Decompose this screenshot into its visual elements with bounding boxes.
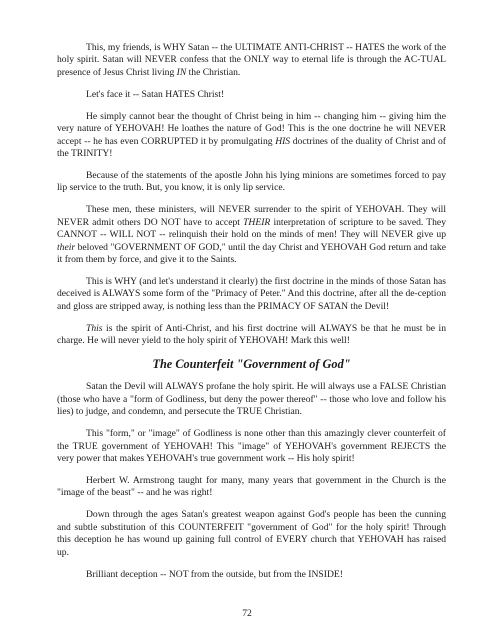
text-run: is the spirit of Anti-Christ, and his first doctrine will ALWAYS be that he must be in charge. He will never yield to the holy spirit of YEHOVAH! Mark this well! xyxy=(57,322,446,347)
text-run: This is WHY (and let's understand it clearly) the first doctrine in the minds of those Satan has deceived is ALWAYS some form of the "Primacy of Peter." And this doctrine, after all the de-ception and gloss are stripped away, is nothing less than the PRIMACY OF SATAN the Devil! xyxy=(57,276,446,312)
text-run: beloved "GOVERNMENT OF GOD," until the day Christ and YEHOVAH God return and take it from them by force, and give it to the Saints. xyxy=(57,241,446,266)
paragraph xyxy=(57,569,446,581)
text-run: These men, these ministers, will NEVER surrender to the spirit of YEHOVAH. They will NEVER admit others DO NOT have to accept xyxy=(57,204,446,228)
text-run: the Christian. xyxy=(186,66,241,78)
paragraph xyxy=(57,204,446,266)
text-run: Herbert W. Armstrong taught for many, many years that government in the Church is the "image of the beast" -- and he was right! xyxy=(57,474,446,499)
emphasis-text: their xyxy=(57,241,76,253)
paragraph xyxy=(57,428,446,465)
text-run: Satan the Devil will ALWAYS profane the holy spirit. He will always use a FALSE Christian (those who have a "form of Godliness, but deny the power thereof" -- those who love and follow his lies) to judge, and condemn, and persecute the TRUE Christian. xyxy=(57,381,446,418)
paragraph xyxy=(57,381,446,418)
paragraph xyxy=(57,111,446,161)
body-text-top xyxy=(57,42,446,348)
text-run: This "form," or "image" of Godliness is none other than this amazingly clever counterfeit of the TRUE government of YEHOVAH! This "image" of YEHOVAH's government REJECTS the very power that makes YEHOVAH's true government work -- His holy spirit! xyxy=(57,428,446,464)
body-text-bottom xyxy=(57,381,446,581)
text-run: This, my friends, is WHY Satan -- the ULTIMATE ANTI-CHRIST -- HATES the work of the holy spirit. Satan will NEVER confess that the ONLY way to eternal life is through the AC-TUAL presence of Jesus Christ living xyxy=(57,42,446,78)
emphasis-text: IN xyxy=(176,66,187,78)
emphasis-text: HIS xyxy=(275,135,291,147)
paragraph xyxy=(57,475,446,500)
text-run: Down through the ages Satan's greatest weapon against God's people has been the cunning and subtle substitution of this COUNTERFEIT "government of God" for the holy spirit! Through this deception he has wound up gaining full control of EVERY church that YEHOVAH has raised up. xyxy=(57,509,446,558)
paragraph xyxy=(57,42,446,79)
emphasis-text: THEIR xyxy=(243,216,271,228)
paragraph xyxy=(57,509,446,559)
paragraph xyxy=(57,276,446,313)
text-run: Brilliant deception -- NOT from the outside, but from the INSIDE! xyxy=(86,568,343,580)
text-run: interpretation of scripture to be saved. They CANNOT -- WILL NOT -- relinquish their hold on the minds of men! They will NEVER give up xyxy=(57,216,446,241)
emphasis-text: This xyxy=(86,322,103,334)
paragraph xyxy=(57,170,446,195)
text-run: He simply cannot bear the thought of Christ being in him -- changing him -- giving him the very nature of YEHOVAH! He loathes the nature of God! This is the one doctrine he will NEVER accept -- he has even CORRUPTED it by promulgating xyxy=(57,110,446,147)
paragraph xyxy=(57,89,446,101)
page-number: 72 xyxy=(242,608,252,619)
text-run: Let's face it -- Satan HATES Christ! xyxy=(86,88,225,100)
text-run: doctrines of the duality of Christ and of the TRINITY! xyxy=(57,135,446,160)
section-heading: The Counterfeit "Government of God" xyxy=(152,357,351,372)
text-run: Because of the statements of the apostle John his lying minions are sometimes forced to pay lip service to the truth. But, you know, it is only lip service. xyxy=(57,170,446,194)
paragraph xyxy=(57,323,446,348)
